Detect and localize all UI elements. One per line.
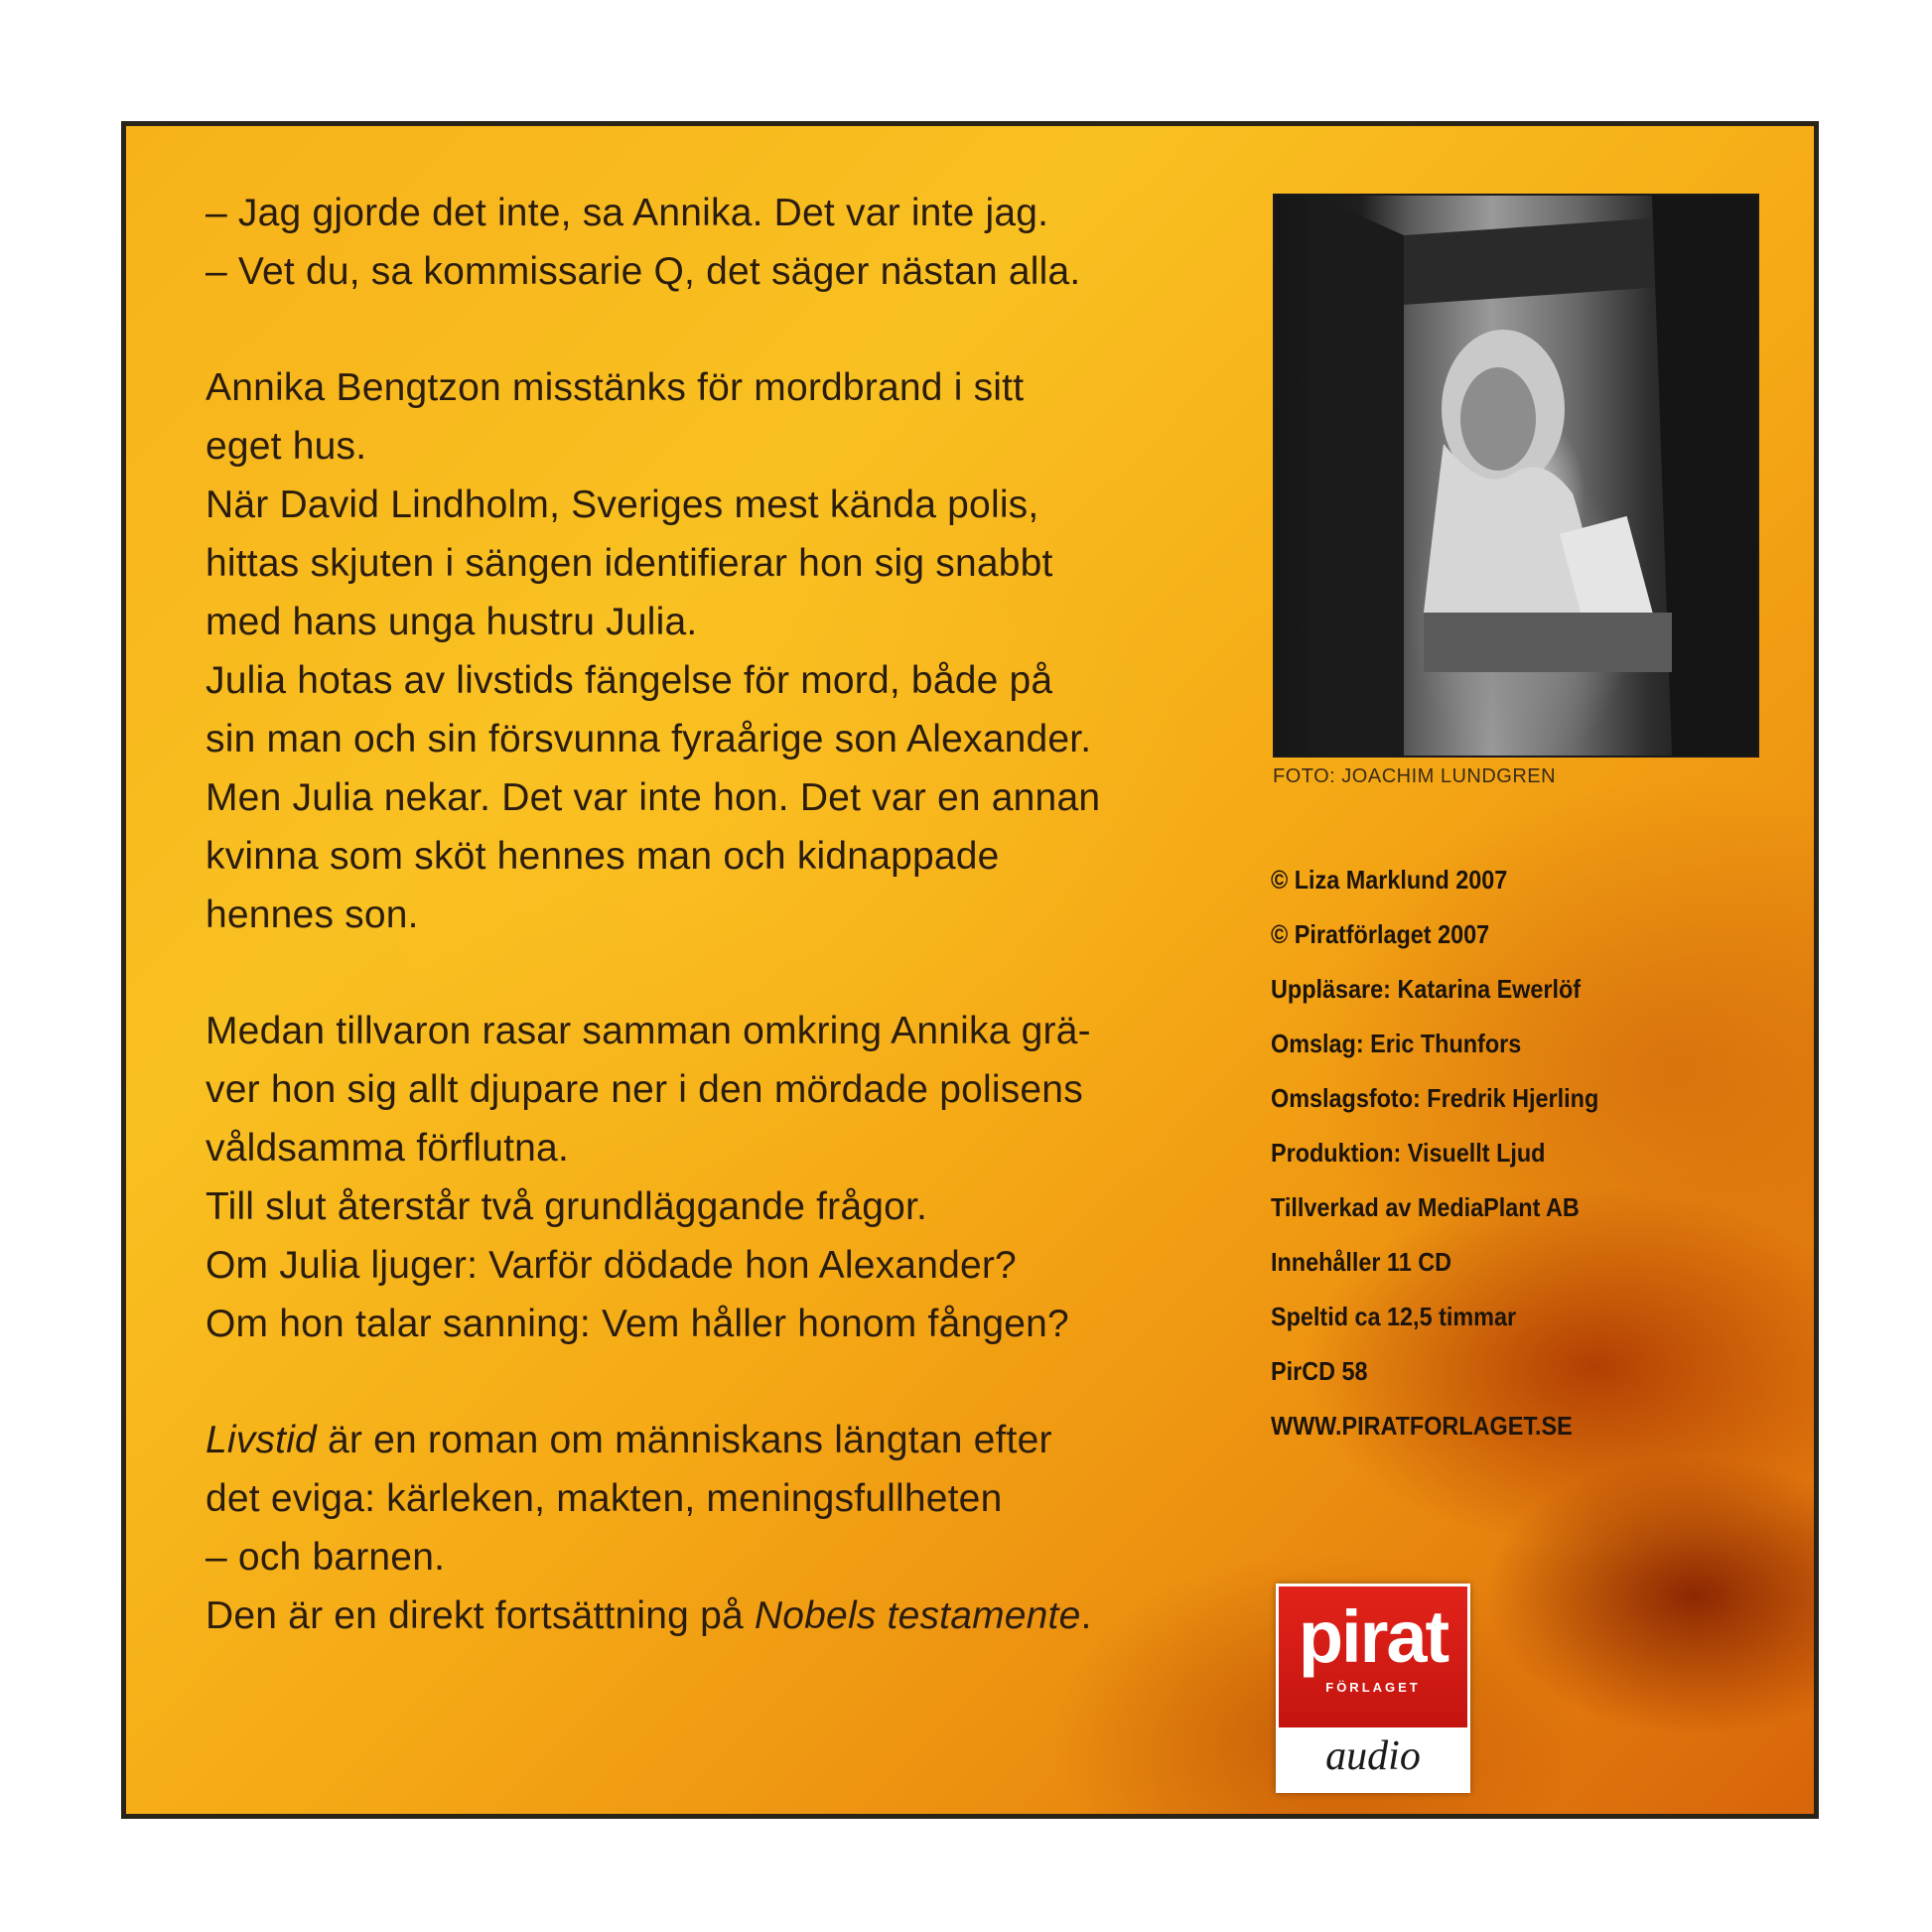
dialogue-line: – Jag gjorde det inte, sa Annika. Det var inte jag.: [206, 192, 1049, 234]
paragraph-line: – och barnen.: [206, 1536, 446, 1579]
credit-line: © Liza Marklund 2007: [1271, 865, 1508, 895]
credit-line: Produktion: Visuellt Ljud: [1271, 1138, 1546, 1168]
paragraph-line: våldsamma förflutna.: [206, 1127, 569, 1170]
paragraph-line: Men Julia nekar. Det var inte hon. Det var en annan: [206, 776, 1101, 819]
website-link: WWW.PIRATFORLAGET.SE: [1271, 1411, 1573, 1441]
paragraph-line: Till slut återstår två grundläggande frågor.: [206, 1185, 928, 1228]
logo-red-panel: [1279, 1587, 1467, 1727]
paragraph-line: sin man och sin försvunna fyraårige son Alexander.: [206, 718, 1092, 760]
paragraph-line: När David Lindholm, Sveriges mest kända polis,: [206, 483, 1039, 526]
credit-line: Omslag: Eric Thunfors: [1271, 1029, 1522, 1058]
credit-line: Uppläsare: Katarina Ewerlöf: [1271, 974, 1582, 1004]
paragraph-line: Livstid är en roman om människans längtan efter: [206, 1419, 1052, 1461]
credit-line: Innehåller 11 CD: [1271, 1247, 1452, 1277]
credit-line: PirCD 58: [1271, 1356, 1368, 1386]
dialogue-line: – Vet du, sa kommissarie Q, det säger nästan alla.: [206, 250, 1081, 293]
paragraph-line: Den är en direkt fortsättning på Nobels testamente.: [206, 1594, 1092, 1637]
logo-sub: FÖRLAGET: [1325, 1680, 1421, 1695]
paragraph-line: med hans unga hustru Julia.: [206, 601, 698, 643]
credit-line: © Piratförlaget 2007: [1271, 919, 1490, 949]
photo-credit: FOTO: JOACHIM LUNDGREN: [1273, 765, 1557, 787]
credits-list: [1271, 853, 1598, 1453]
credit-line: Speltid ca 12,5 timmar: [1271, 1302, 1517, 1331]
paragraph-line: hittas skjuten i sängen identifierar hon sig snabbt: [206, 542, 1053, 585]
paragraph-line: Om hon talar sanning: Vem håller honom fången?: [206, 1303, 1069, 1345]
paragraph-line: Julia hotas av livstids fängelse för mord, både på: [206, 659, 1053, 702]
paragraph-line: eget hus.: [206, 425, 367, 468]
logo-audio: audio: [1325, 1733, 1421, 1779]
cd-back-cover: [121, 121, 1819, 1819]
paragraph-line: det eviga: kärleken, makten, meningsfullheten: [206, 1477, 1003, 1520]
paragraph-line: Om Julia ljuger: Varför dödade hon Alexander?: [206, 1244, 1017, 1287]
paragraph-line: Medan tillvaron rasar samman omkring Annika grä-: [206, 1010, 1091, 1052]
credit-line: Omslagsfoto: Fredrik Hjerling: [1271, 1083, 1599, 1113]
logo-brand: pirat: [1298, 1595, 1449, 1678]
book-title: Livstid: [206, 1419, 317, 1461]
previous-book-title: Nobels testamente: [754, 1594, 1081, 1637]
paragraph-line: hennes son.: [206, 894, 419, 936]
credit-line: Tillverkad av MediaPlant AB: [1271, 1192, 1580, 1222]
pirat-audio-logo: [1276, 1584, 1470, 1793]
paragraph-line: Annika Bengtzon misstänks för mordbrand i sitt: [206, 366, 1025, 409]
paragraph-line: ver hon sig allt djupare ner i den mördade polisens: [206, 1068, 1083, 1111]
description-text: [206, 184, 1258, 1645]
paragraph-line: kvinna som sköt hennes man och kidnappade: [206, 835, 1000, 878]
author-photo-image: [1275, 196, 1757, 756]
author-photo: [1273, 194, 1759, 758]
